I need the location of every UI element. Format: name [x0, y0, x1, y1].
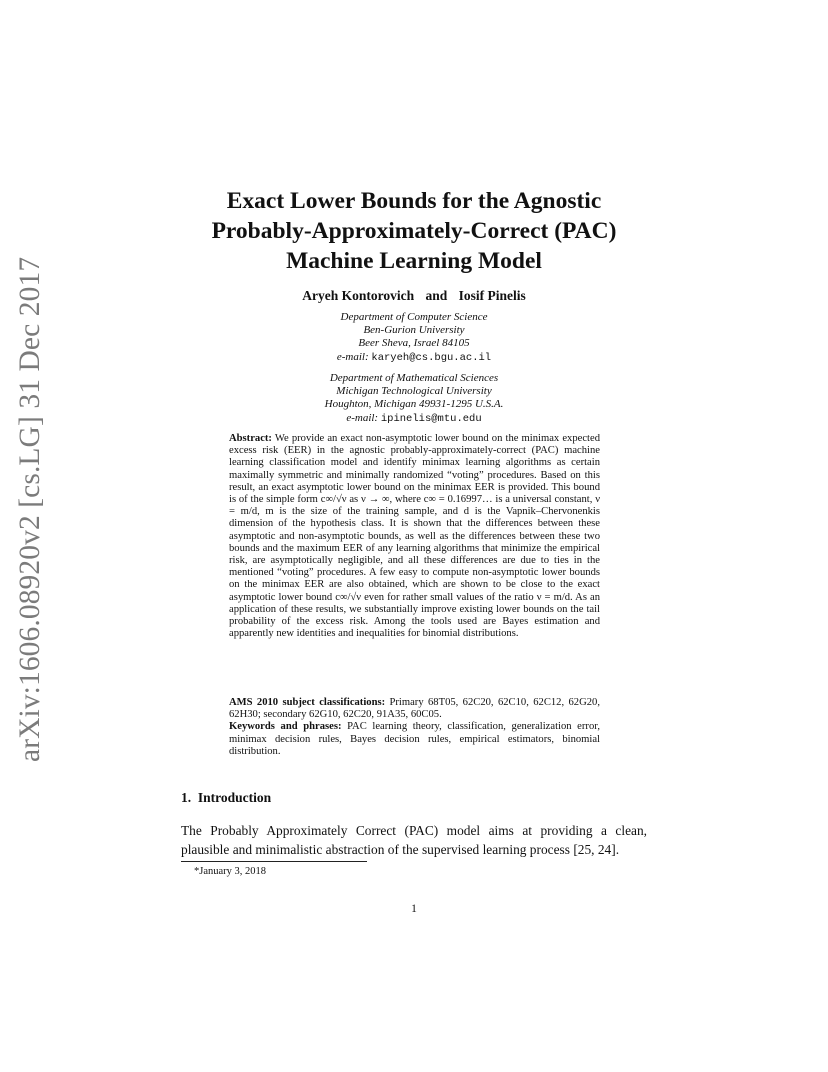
section-title: Introduction	[197, 790, 272, 805]
footnote: *January 3, 2018	[194, 866, 267, 877]
paper-title	[150, 186, 678, 276]
email-label: e-mail:	[346, 411, 379, 424]
abstract	[229, 433, 600, 640]
author-name: Iosif Pinelis	[458, 288, 526, 303]
affiliation-line: Ben-Gurion University	[363, 324, 465, 337]
footnote-rule	[181, 861, 367, 862]
email-label: e-mail:	[336, 350, 369, 363]
email-line	[200, 412, 628, 426]
author-conjunction: and	[425, 288, 448, 303]
section-number: 1.	[181, 790, 192, 805]
ams-text: Primary 68T05, 62C20, 62C10, 62C12, 62G20, 62H30; secondary 62G10, 62C20, 91A35, 60C05.	[229, 697, 600, 721]
affiliation-line: Department of Mathematical Sciences	[329, 372, 499, 384]
affiliation-line: Beer Sheva, Israel 84105	[358, 337, 470, 350]
affiliation-line: Houghton, Michigan 49931-1295 U.S.A.	[324, 398, 504, 411]
affiliation-line: Department of Computer Science	[340, 311, 488, 323]
ams-label: AMS 2010 subject classifications:	[229, 697, 386, 708]
intro-paragraph: The Probably Approximately Correct (PAC) model aims at providing a clean, plausible and minimalistic abstraction of the supervised learning process [25, 24].	[181, 823, 647, 857]
abstract-label: Abstract:	[229, 433, 272, 444]
title-line: Machine Learning Model	[286, 248, 542, 274]
page-number: 1	[411, 903, 417, 915]
author-name: Aryeh Kontorovich	[302, 288, 415, 303]
section-heading	[181, 790, 271, 806]
abstract-text: We provide an exact non-asymptotic lower bound on the minimax expected excess risk (EER) in the agnostic probably-approximately-correct (PAC) machine learning classification model and identify minimax learning algorithms as certain maximally symmetric and minimally randomized “voting” procedures. Based on this result, an exact asymptotic lower bound on the minimax EER is provided. This bound is of the simple form c∞/√ν as ν → ∞, where c∞ = 0.16997… is a universal constant, ν = m/d, m is the size of the training sample, and d is the Vapnik–Chervonenkis dimension of the hypothesis class. It is shown that the differences between these asymptotic and non-asymptotic bounds, as well as the differences between these two bounds and the maximum EER of any learning algorithms that minimize the empirical risk, are asymptotically negligible, and all these differences are due to ties in the mentioned “voting” procedures. A few easy to compute non-asymptotic lower bounds on the minimax EER are also obtained, which are shown to be close to the exact asymptotic lower bound c∞/√ν even for rather small values of the ratio ν = m/d. As an application of these results, we substantially improve existing lower bounds on the tail probability of the excess risk. Among the tools used are Bayes estimation and apparently new identities and inequalities for binomial distributions.	[229, 433, 600, 640]
keywords-label: Keywords and phrases:	[229, 721, 342, 733]
classification-block	[229, 697, 600, 758]
title-line: Exact Lower Bounds for the Agnostic	[226, 188, 602, 214]
author-list	[200, 288, 628, 304]
email-address[interactable]: karyeh@cs.bgu.ac.il	[371, 351, 492, 364]
arxiv-identifier[interactable]: arXiv:1606.08920v2 [cs.LG] 31 Dec 2017	[14, 256, 46, 762]
affiliation-block	[200, 372, 628, 426]
affiliation-line: Michigan Technological University	[336, 385, 492, 398]
email-address[interactable]: ipinelis@mtu.edu	[380, 412, 482, 425]
email-line	[200, 351, 628, 365]
keywords	[229, 721, 600, 758]
affiliation-block	[200, 311, 628, 365]
keywords-text: PAC learning theory, classification, generalization error, minimax decision rules, Bayes decision rules, empirical estimators, binomial distribution.	[229, 721, 600, 757]
ams-classification	[229, 697, 600, 721]
title-line: Probably-Approximately-Correct (PAC)	[211, 218, 617, 244]
